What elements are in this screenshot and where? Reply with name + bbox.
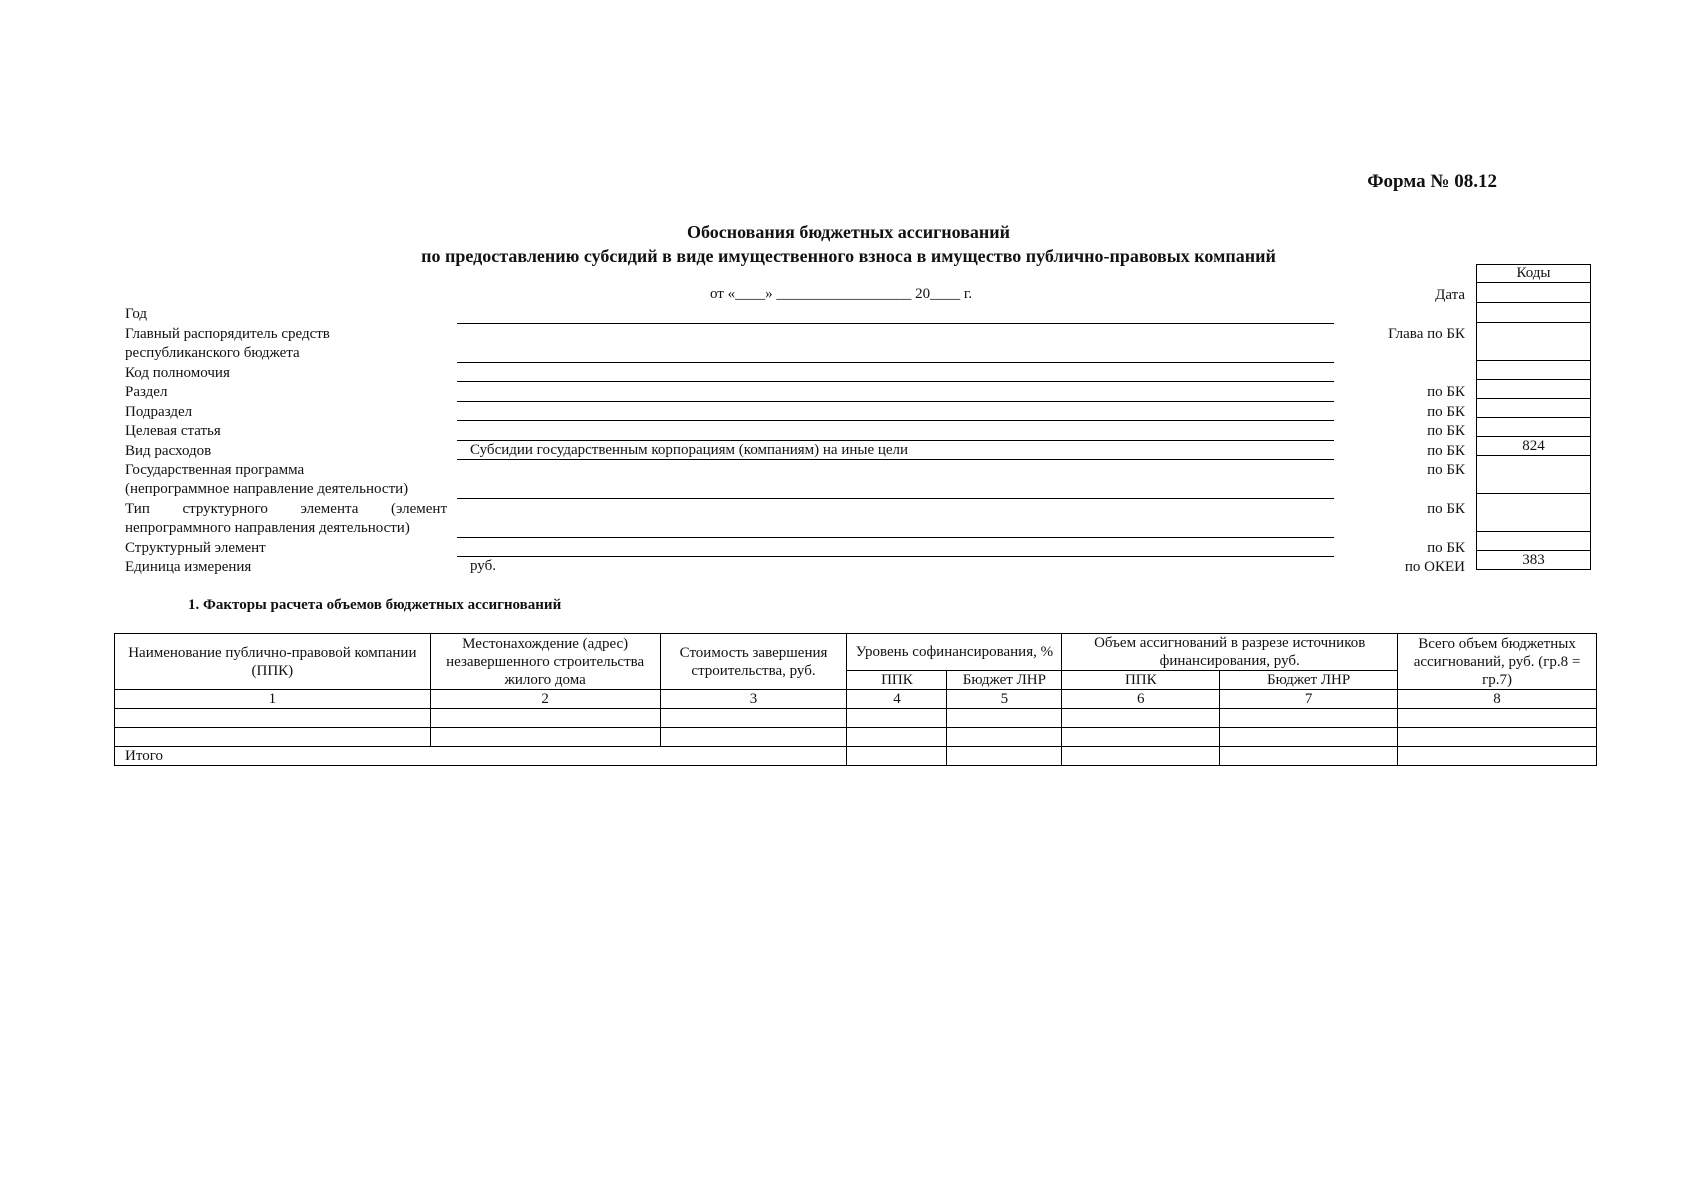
- table-cell[interactable]: [1220, 709, 1398, 728]
- table-cell[interactable]: [1398, 728, 1597, 747]
- total-cell[interactable]: [847, 747, 947, 766]
- label-state-program-cont: (непрограммное направление деятельности): [125, 481, 409, 497]
- table-cell[interactable]: [947, 728, 1062, 747]
- code-head-bk[interactable]: [1477, 323, 1591, 361]
- label-date: Дата: [1435, 287, 1465, 303]
- label-state-program-bk: по БК: [1427, 462, 1465, 478]
- table-cell[interactable]: [660, 728, 847, 747]
- label-authority-code: Код полномочия: [125, 365, 230, 381]
- label-target-article-bk: по БК: [1427, 423, 1465, 439]
- label-main-manager-cont: республиканского бюджета: [125, 345, 300, 361]
- target-article-line: [457, 440, 1334, 441]
- label-head-bk: Глава по БК: [1388, 326, 1465, 342]
- col-cofinancing-level: Уровень софинансирования, %: [847, 634, 1062, 671]
- col-location: Местонахождение (адрес) незавершенного строительства жилого дома: [430, 634, 660, 690]
- col-number: 6: [1062, 690, 1220, 709]
- code-year[interactable]: [1477, 303, 1591, 323]
- sub-budget-cofinancing: Бюджет ЛНР: [947, 671, 1062, 690]
- table-cell[interactable]: [847, 709, 947, 728]
- document-subtitle: по предоставлению субсидий в виде имущественного взноса в имущество публично-правовых компаний: [421, 246, 1276, 266]
- label-section: Раздел: [125, 384, 168, 400]
- main-manager-line: [457, 362, 1334, 363]
- subsection-line: [457, 420, 1334, 421]
- section-line: [457, 401, 1334, 402]
- label-struct-type: Тип структурного элемента (элемент: [125, 501, 447, 517]
- col-number: 7: [1220, 690, 1398, 709]
- table-cell[interactable]: [847, 728, 947, 747]
- struct-type-line: [457, 537, 1334, 538]
- section-title: 1. Факторы расчета объемов бюджетных ассигнований: [188, 597, 562, 613]
- label-struct-element: Структурный элемент: [125, 540, 266, 556]
- label-subsection-bk: по БК: [1427, 404, 1465, 420]
- col-number: 4: [847, 690, 947, 709]
- code-okei: 383: [1477, 551, 1591, 570]
- label-state-program: Государственная программа: [125, 462, 305, 478]
- col-company-name: Наименование публично-правовой компании (ППК): [115, 634, 431, 690]
- col-number: 2: [430, 690, 660, 709]
- col-number: 3: [660, 690, 847, 709]
- sub-budget-allocation: Бюджет ЛНР: [1220, 671, 1398, 690]
- label-section-bk: по БК: [1427, 384, 1465, 400]
- column-numbers-row: [115, 690, 1597, 709]
- table-cell[interactable]: [947, 709, 1062, 728]
- date-line: от «____» __________________ 20____ г.: [710, 286, 973, 302]
- label-main-manager: Главный распорядитель средств: [125, 326, 330, 342]
- table-row: [115, 728, 1597, 747]
- sub-ppk-cofinancing: ППК: [847, 671, 947, 690]
- label-target-article: Целевая статья: [125, 423, 221, 439]
- code-struct-type[interactable]: [1477, 494, 1591, 532]
- col-number: 5: [947, 690, 1062, 709]
- table-cell[interactable]: [1062, 728, 1220, 747]
- code-state-program[interactable]: [1477, 456, 1591, 494]
- codes-header: Коды: [1477, 265, 1591, 283]
- code-struct-element[interactable]: [1477, 532, 1591, 551]
- authority-code-line: [457, 381, 1334, 382]
- table-cell[interactable]: [430, 728, 660, 747]
- total-cell[interactable]: [1220, 747, 1398, 766]
- expense-type-line: [457, 459, 1334, 460]
- code-expense-type: 824: [1477, 437, 1591, 456]
- col-allocations-by-source: Объем ассигнований в разрезе источников финансирования, руб.: [1062, 634, 1398, 671]
- col-completion-cost: Стоимость завершения строительства, руб.: [660, 634, 847, 690]
- year-line: [457, 323, 1334, 324]
- sub-ppk-allocation: ППК: [1062, 671, 1220, 690]
- code-authority[interactable]: [1477, 361, 1591, 380]
- table-cell[interactable]: [1398, 709, 1597, 728]
- col-number: 8: [1398, 690, 1597, 709]
- document-title: Обоснования бюджетных ассигнований: [686, 222, 1011, 242]
- form-number: Форма № 08.12: [1367, 171, 1497, 192]
- col-number: 1: [115, 690, 431, 709]
- total-cell[interactable]: [1062, 747, 1220, 766]
- label-struct-element-bk: по БК: [1427, 540, 1465, 556]
- code-target-article[interactable]: [1477, 418, 1591, 437]
- label-struct-type-cont: непрограммного направления деятельности): [125, 520, 410, 536]
- label-unit: Единица измерения: [125, 559, 252, 575]
- label-year: Год: [125, 306, 148, 322]
- total-row: [115, 747, 1597, 766]
- total-label: Итого: [115, 747, 847, 766]
- table-cell[interactable]: [430, 709, 660, 728]
- codes-table: [1476, 264, 1591, 570]
- label-expense-type: Вид расходов: [125, 443, 212, 459]
- label-subsection: Подраздел: [125, 404, 193, 420]
- factors-table: [114, 633, 1597, 766]
- total-cell[interactable]: [947, 747, 1062, 766]
- state-program-line: [457, 498, 1334, 499]
- total-cell[interactable]: [1398, 747, 1597, 766]
- table-cell[interactable]: [1062, 709, 1220, 728]
- col-total-allocations: Всего объем бюджетных ассигнований, руб. (гр.8 = гр.7): [1398, 634, 1597, 690]
- code-section[interactable]: [1477, 380, 1591, 399]
- struct-element-line: [457, 556, 1334, 557]
- table-cell[interactable]: [660, 709, 847, 728]
- table-row: [115, 709, 1597, 728]
- table-cell[interactable]: [1220, 728, 1398, 747]
- expense-type-value: Субсидии государственным корпорациям (компаниям) на иные цели: [470, 442, 909, 458]
- code-date[interactable]: [1477, 283, 1591, 303]
- table-cell[interactable]: [115, 728, 431, 747]
- code-subsection[interactable]: [1477, 399, 1591, 418]
- label-okei: по ОКЕИ: [1404, 559, 1465, 575]
- label-expense-type-bk: по БК: [1427, 443, 1465, 459]
- unit-value: руб.: [470, 558, 496, 574]
- table-cell[interactable]: [115, 709, 431, 728]
- label-struct-type-bk: по БК: [1427, 501, 1465, 517]
